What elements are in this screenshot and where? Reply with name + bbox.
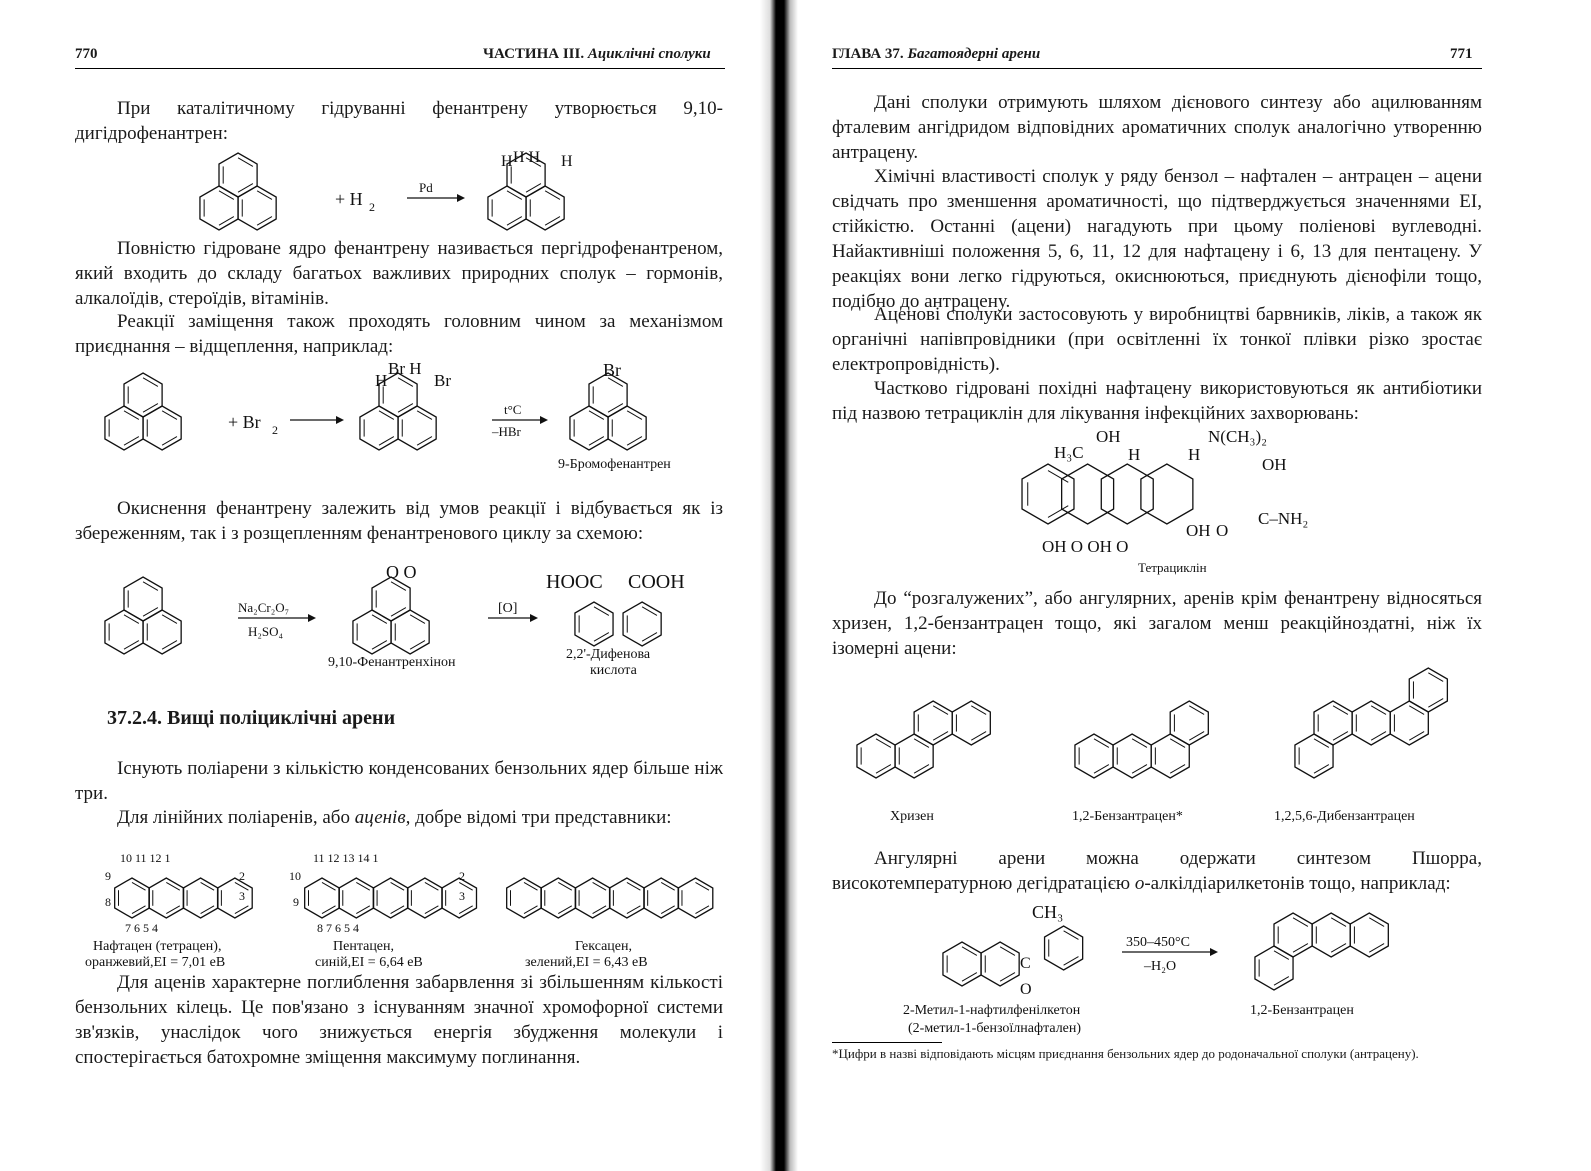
double-bond — [1333, 706, 1348, 715]
ring — [1352, 701, 1390, 745]
ring — [857, 734, 895, 778]
svg-text:3: 3 — [239, 889, 245, 903]
ring — [575, 878, 610, 918]
double-bond — [545, 217, 560, 226]
svg-text:C: C — [1020, 955, 1031, 972]
paragraph: Існують поліарени з кількістю конденсованих бензольних ядер більше ніж три. — [75, 758, 723, 804]
double-bond — [143, 404, 158, 413]
section-heading: 37.2.4. Вищі поліциклічні арени — [107, 707, 396, 729]
ring — [1409, 668, 1447, 712]
ring — [200, 186, 238, 230]
double-bond — [372, 641, 387, 650]
double-bond — [410, 615, 425, 624]
double-bond — [124, 641, 139, 650]
paragraph: Для аценів характерне поглиблення забарвлення зі збільшенням кількості бензольних кілець. Це пов'язано з існуванням значної хромофорної системи зв'язків, унаслідок чого знижується енергія збудження молекули і спостерігається батохромне зміщення максимуму поглинання. — [75, 972, 723, 1068]
double-bond — [322, 906, 336, 914]
pentacene-numbers-bottom: 8 7 6 5 4 — [317, 921, 359, 935]
paragraph: Аценові сполуки застосовують у виробництві барвників, ліків, а також як органічні напівпровідники (при освітленні їх тонкої плівки різко зростає електропровідність). — [832, 304, 1482, 375]
plus-br2: + Br — [228, 412, 261, 432]
oxidation-scheme — [100, 558, 710, 688]
svg-text:O: O — [1020, 981, 1032, 998]
double-bond — [971, 732, 986, 741]
paragraph: Частково гідровані похідні нафтацену використовуються як антибіотики під назвою тетрациклін для лікування інфекційних захворювань: — [832, 378, 1482, 424]
paragraph: До “розгалужених”, або ангулярних, аренів крім фенантрену відносяться хризен, 1,2-бензантрацен тощо, які загалом менш реакційноздатні, ніж їх ізомерні ацени: — [832, 588, 1482, 659]
running-head — [483, 46, 711, 63]
double-bond — [971, 706, 986, 715]
double-bond — [132, 906, 146, 914]
double-bond — [1189, 706, 1204, 715]
phenanthrene-structure — [105, 373, 181, 450]
naphthacene-numbers-bottom: 7 6 5 4 — [125, 921, 158, 935]
plus-h2: + H — [335, 189, 363, 209]
paragraph: Окиснення фенантрену залежить від умов реакції і відбувається як із збереженням, так і з розщепленням фенантренового циклу за схемою: — [75, 498, 723, 544]
condition-bottom: –H₂O — [1144, 959, 1177, 974]
ring — [1101, 464, 1153, 524]
double-bond — [608, 404, 623, 413]
double-bond — [235, 906, 249, 914]
diphenic-acid-structure — [575, 602, 661, 646]
condition-top: 350–450°C — [1126, 935, 1190, 950]
double-bond — [1094, 765, 1109, 774]
catalyst-label: Pd — [419, 180, 433, 195]
ring — [408, 878, 443, 918]
double-bond — [593, 906, 607, 914]
pentacene-desc: синій,EI = 6,64 еВ — [315, 955, 423, 970]
ring — [1045, 926, 1083, 970]
ring — [526, 186, 564, 230]
double-bond — [356, 906, 370, 914]
pentacene-numbers-top: 11 12 13 14 1 — [313, 851, 379, 865]
double-bond — [1064, 931, 1079, 940]
footnote-rule — [832, 1042, 942, 1043]
double-bond — [876, 739, 891, 748]
paragraph: Ангулярні арени можна одержати синтезом Пшорра, високотемпературною дегідратацією о-алкілдіарилкетонів тощо, наприклад: — [832, 848, 1482, 894]
double-bond — [1333, 732, 1348, 741]
ring — [1151, 734, 1189, 778]
hexacene-desc: зелений,EI = 6,43 еВ — [525, 955, 648, 970]
double-bond — [1314, 765, 1329, 774]
double-bond — [1371, 706, 1386, 715]
ring — [339, 878, 374, 918]
double-bond — [1094, 739, 1109, 748]
svg-text:C–NH₂: C–NH₂ — [1258, 509, 1309, 528]
double-bond — [1000, 973, 1015, 982]
double-bond — [322, 882, 336, 890]
double-bond — [391, 906, 405, 914]
double-bond — [1132, 739, 1147, 748]
paragraph: Дані сполуки отримують шляхом дієнового синтезу або ацилюванням фталевим ангідридом відповідних ароматичних сполук аналогічно утворенню антрацену. — [832, 92, 1482, 163]
quinone-oo: O O — [386, 562, 417, 582]
double-bond — [1132, 765, 1147, 774]
bromination-scheme — [100, 359, 710, 472]
paragraph: Для лінійних поліаренів, або аценів, добре відомі три представники: — [117, 807, 672, 828]
double-bond — [398, 404, 413, 413]
double-bond — [201, 906, 215, 914]
acid-name-2: кислота — [590, 663, 637, 678]
double-bond — [238, 184, 253, 193]
ring — [610, 878, 645, 918]
double-bond — [627, 411, 642, 420]
double-bond — [526, 184, 541, 193]
double-bond — [1369, 944, 1384, 953]
oxidant-reagent-top: Na₂Cr₂O₇ — [238, 600, 290, 615]
double-bond — [162, 437, 177, 446]
header-rule — [75, 68, 725, 69]
ring — [183, 878, 218, 918]
double-bond — [558, 906, 572, 914]
ring — [1113, 734, 1151, 778]
double-bond — [1409, 732, 1424, 741]
double-bond — [695, 882, 709, 890]
ring — [1075, 734, 1113, 778]
double-bond — [627, 437, 642, 446]
ring — [219, 153, 257, 197]
ring — [952, 701, 990, 745]
running-head-title: Ациклічні сполуки — [587, 46, 711, 62]
adduct-h: H — [375, 371, 388, 390]
ring — [149, 878, 184, 918]
oxidant-o: [O] — [498, 601, 518, 616]
ring — [124, 373, 162, 417]
ring — [981, 942, 1019, 986]
page-number: 770 — [75, 46, 98, 62]
quinone-name: 9,10-Фенантренхінон — [328, 655, 456, 670]
right-page — [798, 0, 1591, 1171]
double-bond — [558, 882, 572, 890]
ring — [914, 701, 952, 745]
ring — [678, 878, 713, 918]
product-br: Br — [603, 360, 621, 380]
double-bond — [1000, 947, 1015, 956]
double-bond — [459, 906, 473, 914]
footnote: *Цифри в назві відповідають місцям приєднання бензольних ядер до родоначальної сполуки (антрацену). — [832, 1046, 1419, 1061]
double-bond — [124, 411, 139, 420]
dibenzanthracene-name: 1,2,5,6-Дибензантрацен — [1274, 809, 1415, 824]
double-bond — [257, 217, 272, 226]
double-bond — [594, 607, 609, 616]
double-bond — [1274, 977, 1289, 986]
double-bond — [162, 641, 177, 650]
svg-text:2: 2 — [459, 869, 465, 883]
svg-text:O: O — [1216, 521, 1229, 540]
double-bond — [162, 411, 177, 420]
ring — [105, 406, 143, 450]
product-name: 1,2-Бензантрацен — [1250, 1003, 1354, 1018]
pentacene-structure — [305, 878, 477, 918]
double-bond — [524, 906, 538, 914]
hh-label: H H — [513, 149, 541, 166]
double-bond — [594, 633, 609, 642]
svg-text:OH: OH — [1186, 521, 1211, 540]
svg-text:3: 3 — [459, 889, 465, 903]
double-bond — [1293, 944, 1308, 953]
double-bond — [417, 437, 432, 446]
ring — [124, 577, 162, 621]
naphthacene-structure — [115, 878, 253, 918]
ring — [115, 878, 150, 918]
double-bond — [132, 882, 146, 890]
pschorr-scheme — [898, 896, 1458, 1046]
double-bond — [507, 191, 522, 200]
double-bond — [962, 973, 977, 982]
bromophenanthrene-structure — [570, 373, 646, 450]
double-bond — [1170, 739, 1185, 748]
acid-name-1: 2,2'-Дифенова — [566, 647, 651, 662]
running-head — [832, 46, 1040, 63]
double-bond — [589, 437, 604, 446]
double-bond — [1189, 732, 1204, 741]
double-bond — [933, 732, 948, 741]
double-bond — [962, 947, 977, 956]
double-bond — [914, 739, 929, 748]
double-bond — [593, 882, 607, 890]
double-bond — [627, 906, 641, 914]
tetracycline-name: Тетрациклін — [1138, 560, 1207, 575]
ring — [353, 610, 391, 654]
phenanthrene-structure — [200, 153, 276, 230]
double-bond — [1428, 699, 1443, 708]
ring — [895, 734, 933, 778]
double-bond — [1331, 944, 1346, 953]
svg-text:OH: OH — [1096, 427, 1121, 446]
double-bond — [219, 217, 234, 226]
ring — [143, 406, 181, 450]
h2-sub: 2 — [369, 200, 375, 214]
double-bond — [372, 615, 387, 624]
double-bond — [1064, 957, 1079, 966]
double-bond — [1428, 673, 1443, 682]
ring — [1390, 701, 1428, 745]
double-bond — [425, 882, 439, 890]
ring — [943, 942, 981, 986]
oxidant-reagent-bottom: H₂SO₄ — [248, 624, 284, 639]
paragraph: При каталітичному гідруванні фенантрену утворюється 9,10-дигідрофенантрен: — [75, 98, 723, 144]
chrysene-name: Хризен — [890, 809, 934, 824]
svg-text:CH₃: CH₃ — [1032, 902, 1064, 922]
ring — [1350, 913, 1388, 957]
hexacene-name: Гексацен, — [575, 939, 632, 954]
ring — [105, 610, 143, 654]
ring — [372, 577, 410, 621]
double-bond — [876, 765, 891, 774]
ring — [1255, 946, 1293, 990]
ring — [373, 878, 408, 918]
cooh-label: COOH — [628, 571, 685, 593]
double-bond — [695, 906, 709, 914]
ring — [1062, 464, 1114, 524]
double-bond — [1331, 918, 1346, 927]
ring — [623, 602, 661, 646]
reactant-name-2: (2-метил-1-бензоїлнафтален) — [908, 1021, 1082, 1036]
ring — [608, 406, 646, 450]
naphthacene-desc: оранжевий,EI = 7,01 еВ — [85, 955, 226, 970]
double-bond — [642, 633, 657, 642]
page-number: 771 — [1450, 46, 1473, 62]
svg-text:H₃C: H₃C — [1054, 443, 1084, 462]
double-bond — [143, 608, 158, 617]
double-bond — [425, 906, 439, 914]
svg-text:10: 10 — [289, 869, 301, 883]
chrysene-structure — [857, 701, 990, 778]
reactant-name-1: 2-Метил-1-нафтилфенілкетон — [903, 1003, 1081, 1018]
ring — [507, 878, 542, 918]
ring — [1295, 734, 1333, 778]
tetracycline-rings — [1022, 464, 1193, 524]
double-bond — [933, 706, 948, 715]
ring — [143, 610, 181, 654]
phenanthrene-structure — [105, 577, 181, 654]
double-bond — [124, 615, 139, 624]
running-head-title: Багатоядерні арени — [907, 46, 1041, 62]
double-bond — [219, 191, 234, 200]
double-bond — [257, 191, 272, 200]
ring — [398, 406, 436, 450]
svg-text:2: 2 — [239, 869, 245, 883]
ring — [1312, 913, 1350, 957]
br2-sub: 2 — [272, 423, 278, 437]
tetracycline-structure — [1018, 424, 1338, 574]
naphthacene-name: Нафтацен (тетрацен), — [93, 939, 222, 954]
acenes-figure — [75, 848, 725, 970]
double-bond — [524, 882, 538, 890]
ring — [1170, 701, 1208, 745]
paragraph: Реакції заміщення також проходять головним чином за механізмом приєднання – відщеплення, наприклад: — [75, 311, 723, 357]
adduct-top: Br H — [388, 359, 422, 378]
double-bond — [627, 882, 641, 890]
double-bond — [143, 378, 158, 387]
hooc-label: HOOC — [546, 571, 603, 593]
double-bond — [379, 411, 394, 420]
ring — [360, 406, 398, 450]
double-bond — [1409, 706, 1424, 715]
condition-bottom: –HBr — [492, 424, 521, 439]
double-bond — [1170, 765, 1185, 774]
double-bond — [410, 641, 425, 650]
paragraph: Хімічні властивості сполук у ряду бензол – нафтален – антрацен – ацени свідчать про зменшення ароматичності, що підтверджується значеннями EI, стійкістю. Останні (ацени) нагадують при цьому поліенові вуглеводні. Найактивніші положення 5, 6, 11, 12 для нафтацену і 6, 13 для пентацену. У реакціях вони легко гідруються, окиснюються, приєднують дієнофіли тощо, подібно до антрацену. — [832, 166, 1482, 312]
double-bond — [642, 607, 657, 616]
ring — [1022, 464, 1074, 524]
double-bond — [391, 582, 406, 591]
ring — [1274, 913, 1312, 957]
dibromide-adduct-structure — [360, 373, 436, 450]
condition-top: t°C — [504, 402, 522, 417]
double-bond — [661, 906, 675, 914]
ring — [575, 602, 613, 646]
ring — [1141, 464, 1193, 524]
svg-text:9: 9 — [105, 869, 111, 883]
book-spine — [760, 0, 798, 1171]
paragraph: Повністю гідроване ядро фенантрену називається пергідрофенантреном, який входить до складу багатьох важливих природних сполук – гормонів, алкалоїдів, стероїдів, вітамінів. — [75, 238, 723, 309]
hexacene-structure — [507, 878, 713, 918]
ring — [570, 406, 608, 450]
pentacene-name: Пентацен, — [333, 939, 395, 954]
double-bond — [1274, 951, 1289, 960]
running-head-part: ЧАСТИНА III. — [483, 46, 585, 62]
svg-text:N(CH₃)₂: N(CH₃)₂ — [1208, 427, 1268, 446]
svg-text:H: H — [1128, 445, 1141, 464]
double-bond — [391, 882, 405, 890]
ring — [541, 878, 576, 918]
ring — [644, 878, 679, 918]
double-bond — [1369, 918, 1384, 927]
angular-arenes-figure — [832, 660, 1482, 825]
double-bond — [124, 437, 139, 446]
svg-text:8: 8 — [105, 895, 111, 909]
ring — [391, 610, 429, 654]
ring — [238, 186, 276, 230]
double-bond — [1293, 918, 1308, 927]
benzanthracene-name: 1,2-Бензантрацен* — [1072, 809, 1183, 824]
double-bond — [238, 158, 253, 167]
double-bond — [1314, 739, 1329, 748]
hydrogenation-scheme — [195, 150, 615, 240]
double-bond — [166, 882, 180, 890]
double-bond — [201, 882, 215, 890]
ring — [305, 878, 340, 918]
double-bond — [391, 608, 406, 617]
double-bond — [1371, 732, 1386, 741]
double-bond — [398, 378, 413, 387]
double-bond — [507, 217, 522, 226]
phenanthrenequinone-structure — [353, 577, 429, 654]
svg-text:OH: OH — [1262, 455, 1287, 474]
methylnaphthyl-ketone-structure — [943, 926, 1083, 986]
double-bond — [379, 437, 394, 446]
adduct-br: Br — [434, 371, 451, 390]
svg-text:9: 9 — [293, 895, 299, 909]
svg-text:H: H — [1188, 445, 1201, 464]
double-bond — [143, 582, 158, 591]
double-bond — [661, 882, 675, 890]
double-bond — [545, 191, 560, 200]
ring — [1314, 701, 1352, 745]
left-page — [0, 0, 760, 1171]
benzanthracene-structure — [1075, 701, 1208, 778]
h-right: H — [561, 153, 573, 170]
product-name: 9-Бромофенантрен — [558, 457, 671, 472]
h-left: H — [501, 153, 513, 170]
running-head-chapter: ГЛАВА 37. — [832, 46, 904, 62]
header-rule — [832, 68, 1482, 69]
double-bond — [914, 765, 929, 774]
svg-text:OH O OH O: OH O OH O — [1042, 537, 1129, 556]
double-bond — [356, 882, 370, 890]
benzanthracene-product-structure — [1255, 913, 1388, 990]
double-bond — [589, 411, 604, 420]
ring — [218, 878, 253, 918]
double-bond — [417, 411, 432, 420]
double-bond — [166, 906, 180, 914]
dibenzanthracene-structure — [1295, 668, 1447, 778]
naphthacene-numbers-top: 10 11 12 1 — [120, 851, 171, 865]
double-bond — [162, 615, 177, 624]
ring — [488, 186, 526, 230]
